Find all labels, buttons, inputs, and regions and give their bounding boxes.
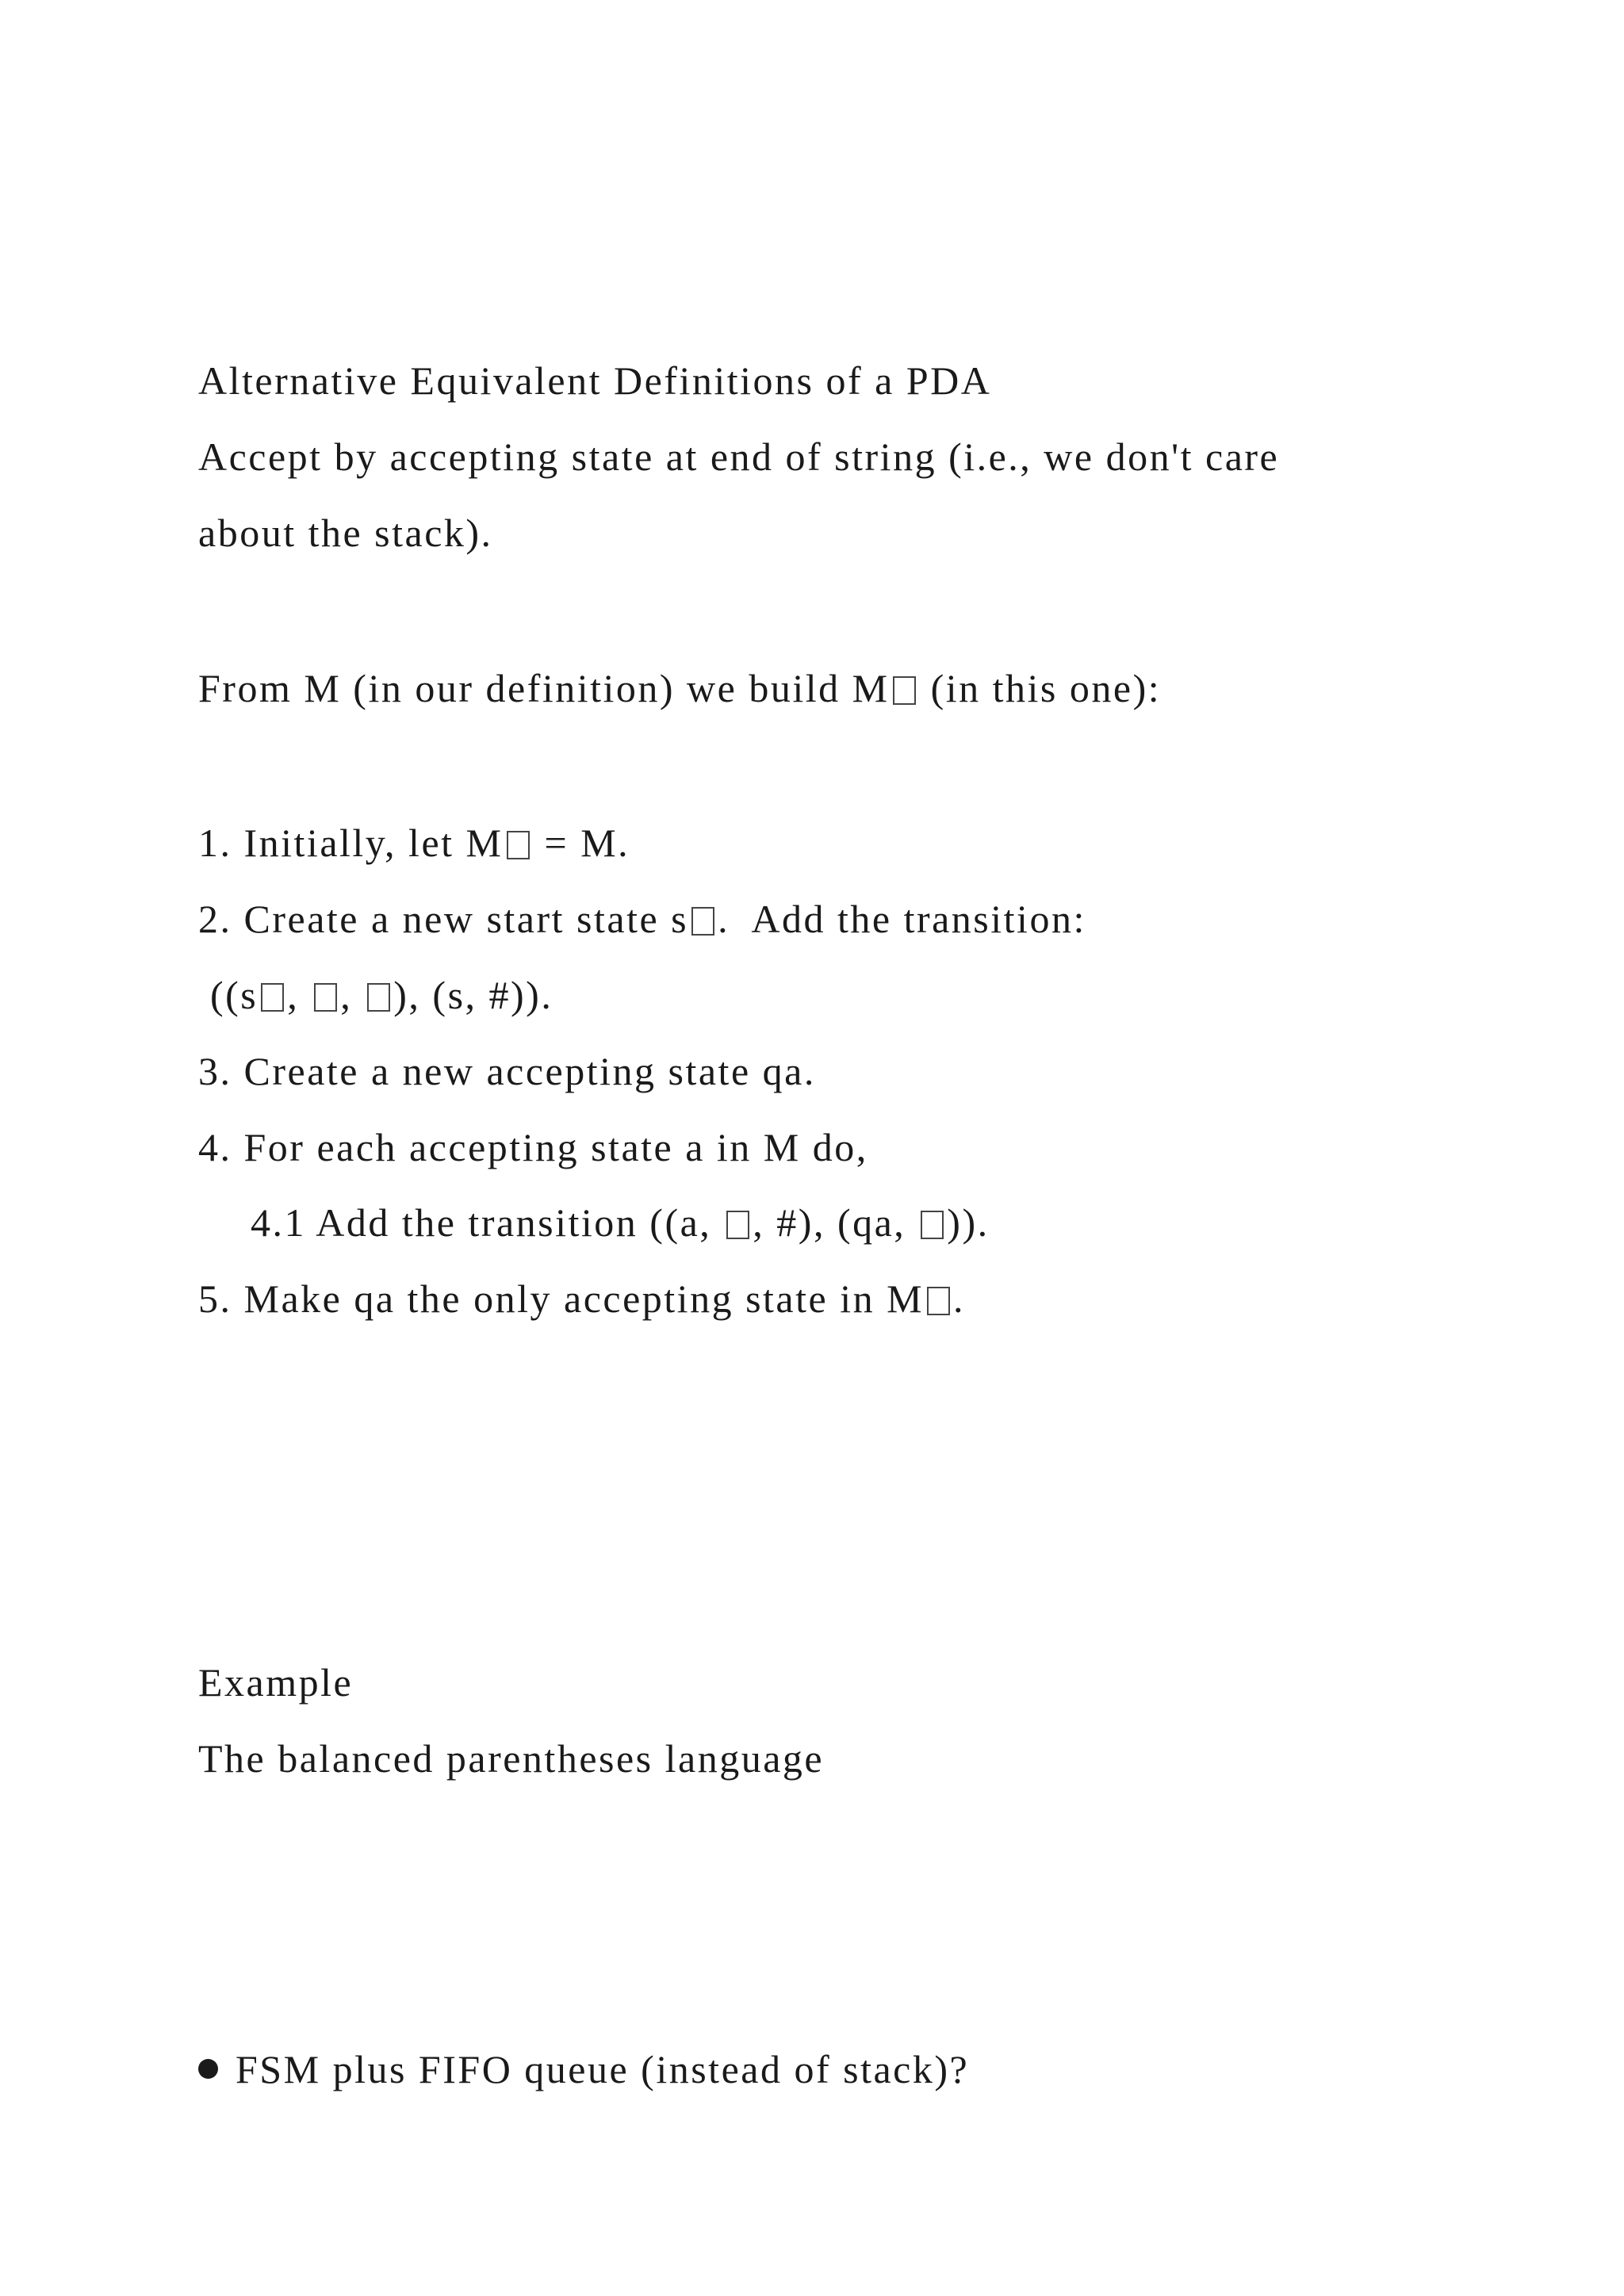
- from-text-a: From M (in our definition) we build M: [198, 666, 890, 710]
- step-3: 3. Create a new accepting state qa.: [198, 1049, 816, 1093]
- step-4: 4. For each accepting state a in M do,: [198, 1125, 868, 1169]
- step-4-1: [251, 1199, 990, 1246]
- intro-line-2: about the stack).: [198, 511, 493, 555]
- from-line: [198, 664, 1161, 712]
- from-text-b: (in this one):: [918, 666, 1162, 710]
- missing-glyph-icon: [691, 907, 714, 936]
- missing-glyph-icon: [507, 831, 530, 859]
- doc-title: Alternative Equivalent Definitions of a PDA: [198, 358, 992, 403]
- bullet-text: FSM plus FIFO queue (instead of stack)?: [236, 2047, 970, 2091]
- step-41-c: )).: [947, 1200, 990, 1245]
- step-2b-b: ,: [287, 973, 312, 1017]
- bullet-icon: [198, 2059, 218, 2079]
- step-2-transition: [198, 971, 553, 1019]
- step-2b-d: ), (s, #)).: [393, 973, 553, 1017]
- step-1-b: = M.: [532, 821, 630, 865]
- step-2b-c: ,: [340, 973, 365, 1017]
- missing-glyph-icon: [314, 983, 337, 1012]
- missing-glyph-icon: [921, 1211, 944, 1239]
- missing-glyph-icon: [927, 1287, 950, 1315]
- intro-line-1: Accept by accepting state at end of string (i.e., we don't care: [198, 434, 1280, 479]
- step-2-a: 2. Create a new start state s: [198, 897, 689, 941]
- missing-glyph-icon: [726, 1211, 749, 1239]
- missing-glyph-icon: [261, 983, 284, 1012]
- example-heading: Example: [198, 1660, 354, 1705]
- step-1: [198, 819, 630, 867]
- step-2b-a: ((s: [198, 973, 259, 1017]
- missing-glyph-icon: [367, 983, 390, 1012]
- missing-glyph-icon: [893, 676, 916, 705]
- bullet-item: [198, 2045, 969, 2093]
- step-1-a: 1. Initially, let M: [198, 821, 504, 865]
- step-2: [198, 895, 1086, 943]
- example-text: The balanced parentheses language: [198, 1736, 825, 1781]
- step-5: [198, 1275, 965, 1322]
- step-5-b: .: [953, 1276, 966, 1321]
- step-41-a: 4.1 Add the transition ((a,: [251, 1200, 724, 1245]
- step-5-a: 5. Make qa the only accepting state in M: [198, 1276, 925, 1321]
- step-2-b: . Add the transition:: [718, 897, 1086, 941]
- step-41-b: , #), (qa,: [753, 1200, 918, 1245]
